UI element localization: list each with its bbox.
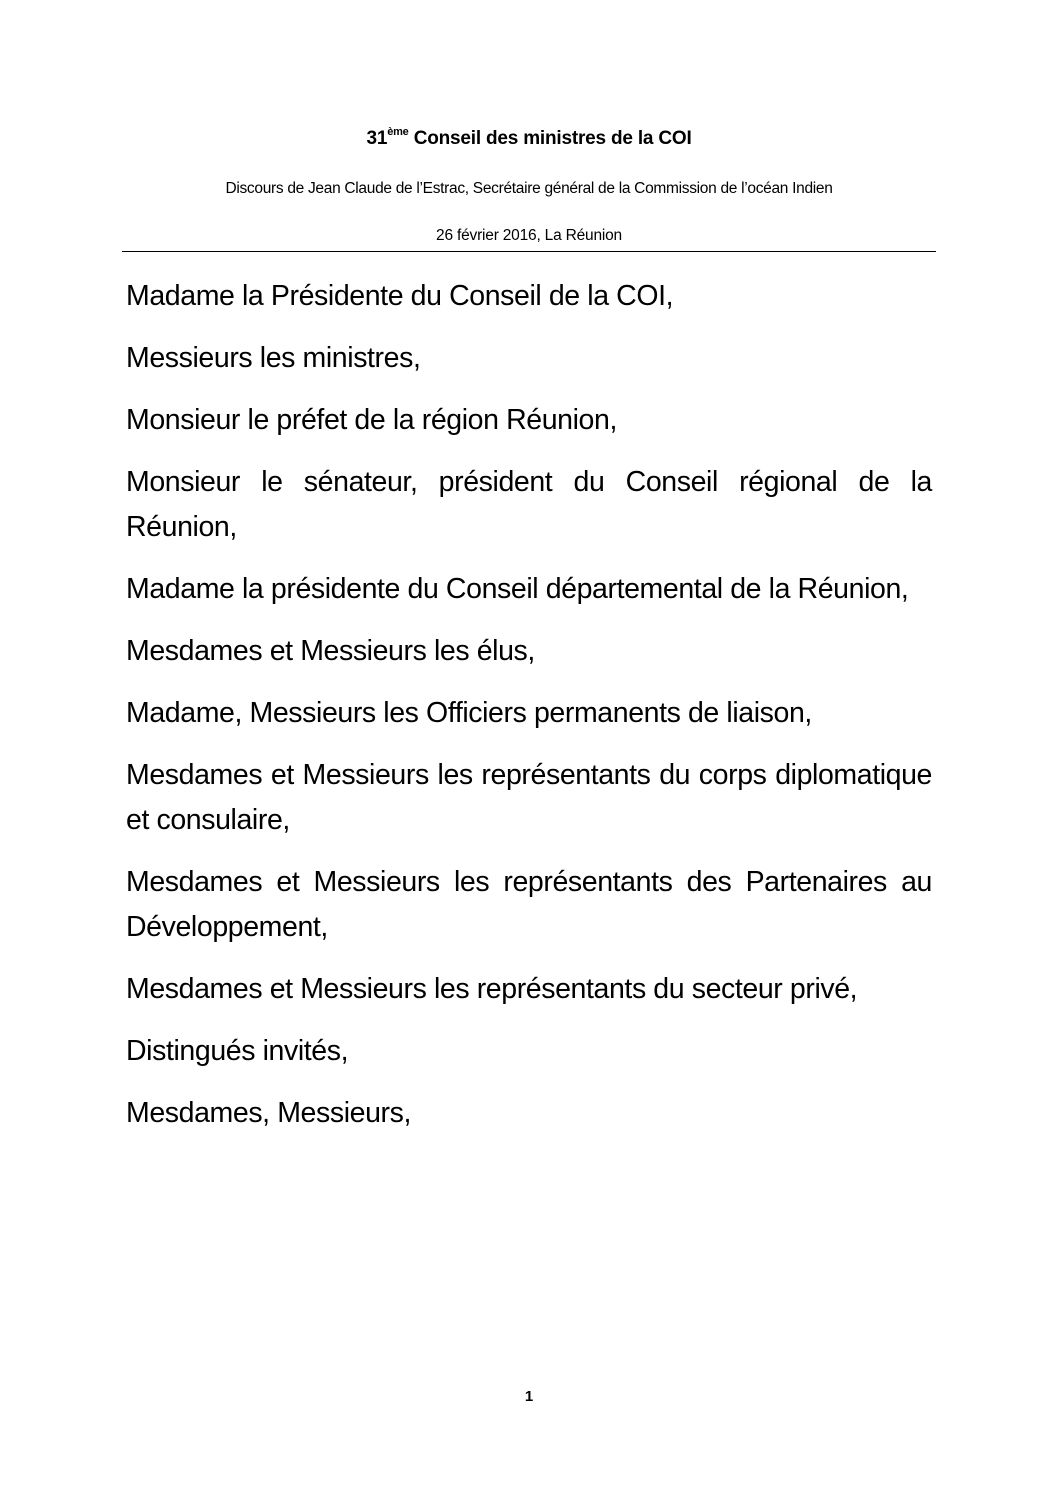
title-number: 31 [366,128,388,149]
salutation-line: Monsieur le préfet de la région Réunion, [126,404,617,436]
title-rest: Conseil des ministres de la COI [408,128,692,149]
header-divider [122,251,936,252]
salutation-line: Madame la présidente du Conseil départemental de la Réunion, [126,573,909,605]
salutation-line: Mesdames et Messieurs les représentants des Partenaires au Développement, [126,866,932,943]
document-subtitle: Discours de Jean Claude de l’Estrac, Secrétaire général de la Commission de l’océan Indien [225,180,833,197]
salutation-line: Distingués invités, [126,1035,349,1067]
salutation-line: Mesdames, Messieurs, [126,1097,412,1129]
document-dateline: 26 février 2016, La Réunion [436,227,622,244]
salutation-line: Monsieur le sénateur, président du Conseil régional de la Réunion, [126,466,932,543]
salutation-line: Madame, Messieurs les Officiers permanents de liaison, [126,697,812,729]
salutation-list [126,274,932,1153]
salutation-line: Mesdames et Messieurs les élus, [126,635,535,667]
title-superscript: ème [387,125,409,138]
page-number: 1 [524,1388,534,1405]
salutation-line: Madame la Présidente du Conseil de la COI, [126,280,674,312]
document-title [122,125,936,150]
salutation-line: Mesdames et Messieurs les représentants du corps diplomatique et consulaire, [126,759,932,836]
salutation-line: Messieurs les ministres, [126,342,421,374]
salutation-line: Mesdames et Messieurs les représentants du secteur privé, [126,973,858,1005]
